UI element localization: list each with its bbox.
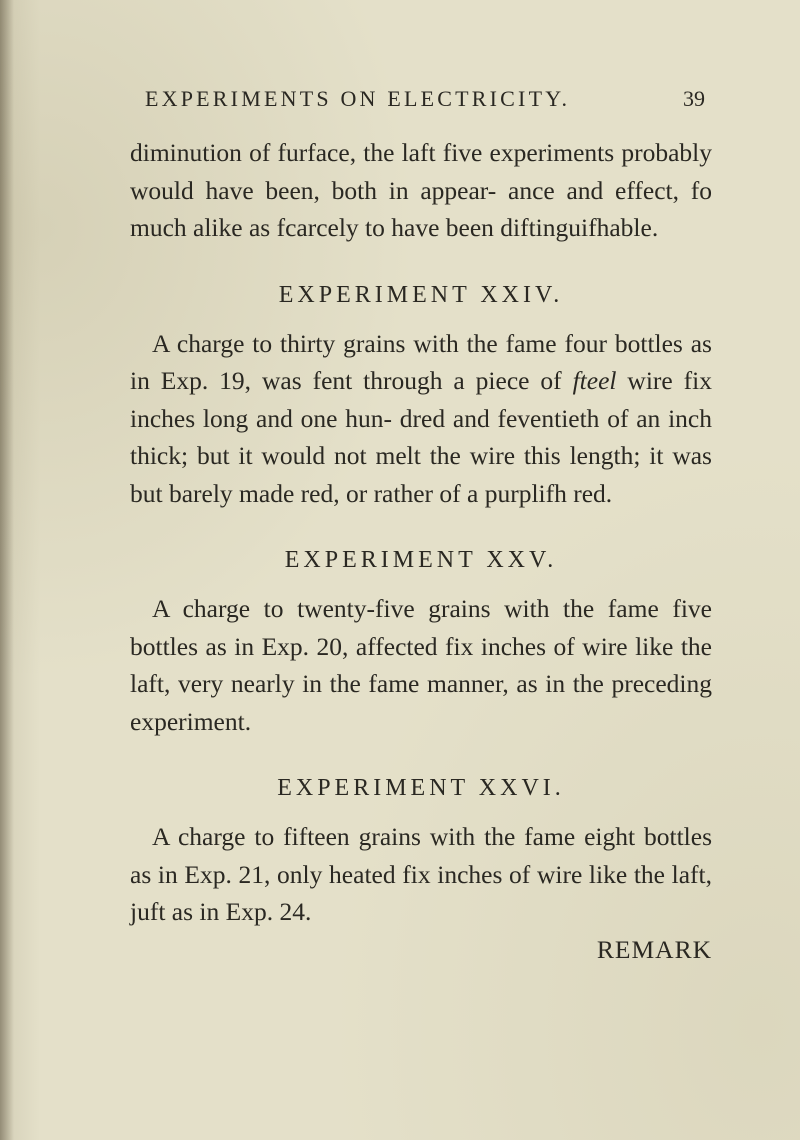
heading-experiment-25: EXPERIMENT XXV.: [284, 547, 558, 573]
paragraph-experiment-26: A charge to fifteen grains with the fame eight bottles as in Exp. 21, only heated fix inches of wire like the laft, juft as in Exp. 24.: [130, 822, 712, 926]
exp24-italic-word: fteel: [572, 366, 617, 395]
running-title: EXPERIMENTS ON ELECTRICITY.: [145, 86, 571, 111]
heading-experiment-24: EXPERIMENT XXIV.: [278, 281, 564, 308]
page-number: 39: [683, 86, 705, 111]
exp24-text-before: A charge to thirty grains with the fame four bottles as in Exp. 19, was fent through a piece of: [130, 328, 712, 395]
paragraph-experiment-25: A charge to twenty-five grains with the fame five bottles as in Exp. 20, affected fix inches of wire like the laft, very nearly in the fame manner, as in the preceding experiment.: [130, 594, 712, 736]
catchword: REMARK: [596, 934, 712, 964]
paragraph-experiment-24: [130, 325, 712, 513]
paragraph-continuation: diminution of furface, the laft five experiments probably would have been, both in appear- ance and effect, fo much alike as fcarcely to have been diftinguifhable.: [130, 138, 712, 242]
running-head: [145, 86, 705, 122]
heading-experiment-26: EXPERIMENT XXVI.: [277, 775, 565, 801]
page-gutter-shadow: [0, 0, 14, 1140]
exp24-text-after: wire fix inches long and one hun- dred and feventieth of an inch thick; but it would not melt the wire this length; it was but barely made red, or rather of a purplifh red.: [130, 366, 712, 508]
text-block: [130, 134, 712, 968]
